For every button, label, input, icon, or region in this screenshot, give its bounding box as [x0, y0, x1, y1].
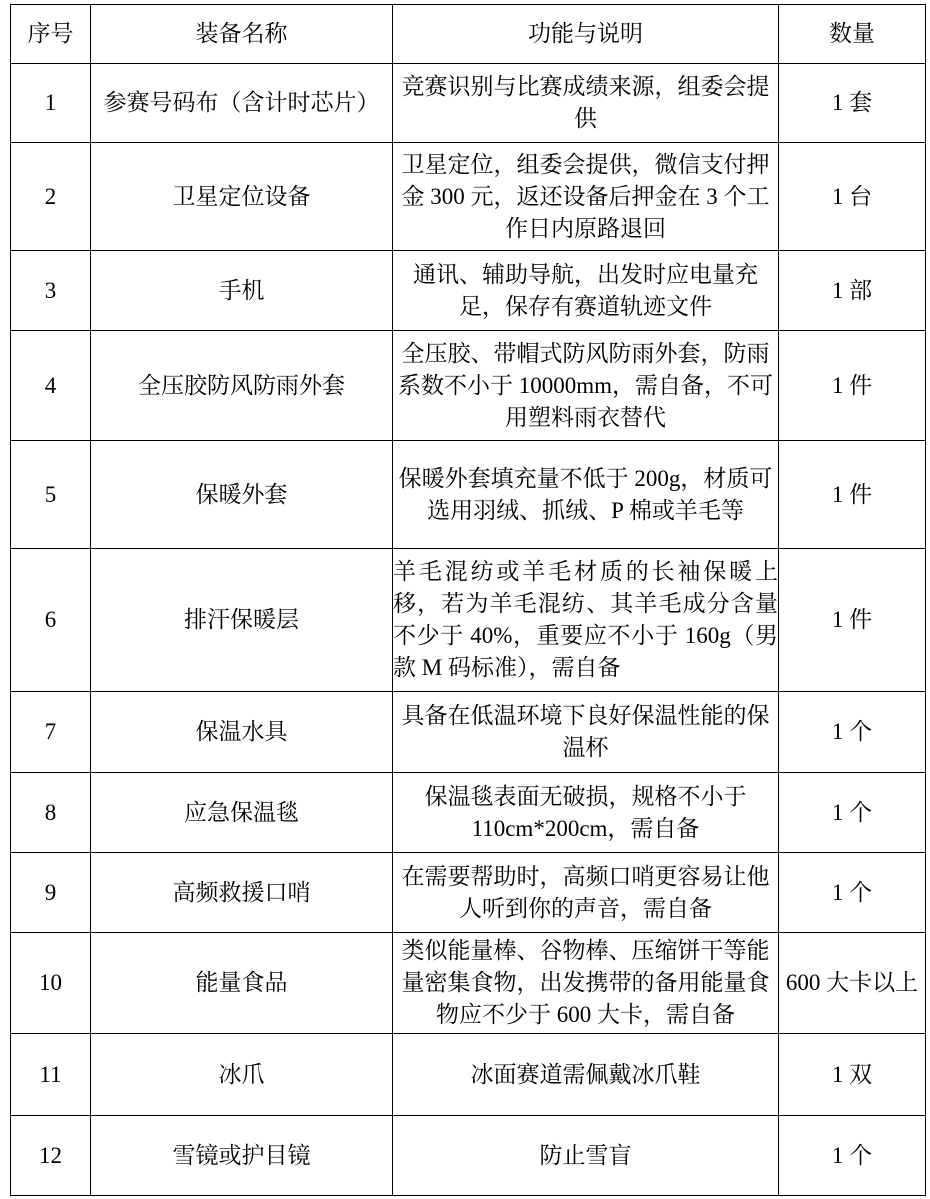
- cell-quantity: 1 个: [779, 1116, 926, 1196]
- header-index: 序号: [11, 5, 91, 64]
- header-row: [11, 5, 926, 64]
- cell-description: 具备在低温环境下良好保温性能的保温杯: [393, 692, 779, 773]
- table-row: [11, 1034, 926, 1116]
- header-quantity: 数量: [779, 5, 926, 64]
- cell-description: 保暖外套填充量不低于 200g，材质可选用羽绒、抓绒、P 棉或羊毛等: [393, 441, 779, 549]
- cell-quantity: 1 台: [779, 143, 926, 251]
- cell-quantity: 1 个: [779, 692, 926, 773]
- cell-description: 卫星定位，组委会提供，微信支付押金 300 元，返还设备后押金在 3 个工作日内原路退回: [393, 143, 779, 251]
- cell-equipment-name: 高频救援口哨: [91, 853, 393, 933]
- cell-description: 防止雪盲: [393, 1116, 779, 1196]
- cell-index: 2: [11, 143, 91, 251]
- table-row: [11, 251, 926, 331]
- cell-quantity: 1 部: [779, 251, 926, 331]
- cell-description: 羊毛混纺或羊毛材质的长袖保暖上移，若为羊毛混纺、其羊毛成分含量不少于 40%，重要应不小于 160g（男款 M 码标准），需自备: [393, 549, 779, 692]
- cell-quantity: 1 双: [779, 1034, 926, 1116]
- cell-index: 12: [11, 1116, 91, 1196]
- cell-index: 8: [11, 773, 91, 853]
- cell-equipment-name: 保温水具: [91, 692, 393, 773]
- cell-description: 类似能量棒、谷物棒、压缩饼干等能量密集食物，出发携带的备用能量食物应不少于 600 大卡，需自备: [393, 933, 779, 1034]
- table-row: [11, 933, 926, 1034]
- cell-equipment-name: 保暖外套: [91, 441, 393, 549]
- cell-index: 11: [11, 1034, 91, 1116]
- table-row: [11, 773, 926, 853]
- cell-index: 1: [11, 64, 91, 143]
- cell-equipment-name: 雪镜或护目镜: [91, 1116, 393, 1196]
- table-row: [11, 853, 926, 933]
- cell-description: 通讯、辅助导航，出发时应电量充足，保存有赛道轨迹文件: [393, 251, 779, 331]
- cell-equipment-name: 排汗保暖层: [91, 549, 393, 692]
- cell-index: 4: [11, 331, 91, 441]
- cell-quantity: 1 件: [779, 441, 926, 549]
- cell-index: 3: [11, 251, 91, 331]
- table-row: [11, 64, 926, 143]
- cell-description: 在需要帮助时，高频口哨更容易让他人听到你的声音，需自备: [393, 853, 779, 933]
- cell-index: 10: [11, 933, 91, 1034]
- cell-equipment-name: 能量食品: [91, 933, 393, 1034]
- table-row: [11, 143, 926, 251]
- cell-index: 5: [11, 441, 91, 549]
- cell-description: 竞赛识别与比赛成绩来源，组委会提供: [393, 64, 779, 143]
- table-row: [11, 441, 926, 549]
- cell-equipment-name: 冰爪: [91, 1034, 393, 1116]
- table-row: [11, 692, 926, 773]
- cell-quantity: 1 个: [779, 853, 926, 933]
- cell-quantity: 1 件: [779, 331, 926, 441]
- header-description: 功能与说明: [393, 5, 779, 64]
- cell-equipment-name: 卫星定位设备: [91, 143, 393, 251]
- cell-description: 冰面赛道需佩戴冰爪鞋: [393, 1034, 779, 1116]
- cell-equipment-name: 参赛号码布（含计时芯片）: [91, 64, 393, 143]
- cell-quantity: 1 个: [779, 773, 926, 853]
- cell-index: 9: [11, 853, 91, 933]
- cell-equipment-name: 应急保温毯: [91, 773, 393, 853]
- cell-equipment-name: 手机: [91, 251, 393, 331]
- cell-quantity: 1 套: [779, 64, 926, 143]
- cell-equipment-name: 全压胶防风防雨外套: [91, 331, 393, 441]
- cell-index: 7: [11, 692, 91, 773]
- table-row: [11, 1116, 926, 1196]
- table-row: [11, 331, 926, 441]
- header-equipment-name: 装备名称: [91, 5, 393, 64]
- cell-quantity: 1 件: [779, 549, 926, 692]
- table-row: [11, 549, 926, 692]
- equipment-table: [10, 4, 926, 1196]
- cell-description: 保温毯表面无破损，规格不小于 110cm*200cm，需自备: [393, 773, 779, 853]
- cell-index: 6: [11, 549, 91, 692]
- cell-description: 全压胶、带帽式防风防雨外套，防雨系数不小于 10000mm，需自备，不可用塑料雨衣替代: [393, 331, 779, 441]
- cell-quantity: 600 大卡以上: [779, 933, 926, 1034]
